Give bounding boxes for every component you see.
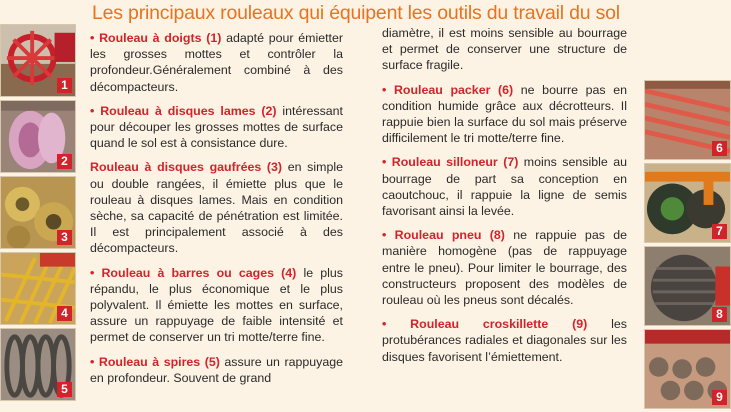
photo-rouleau-disques-gaufres [0, 176, 76, 249]
right-photo-strip [644, 80, 731, 412]
photo-rouleau-pneu [644, 246, 731, 326]
photo-rouleau-silloneur [644, 163, 731, 243]
text-column-middle [382, 25, 627, 373]
photo-number-badge: 9 [712, 390, 727, 405]
photo-number-badge: 7 [712, 224, 727, 239]
item-rouleau-barres-cages: • Rouleau à barres ou cages (4) le plus répandu, le plus économique et le plus polyvalent. Il émiette les mottes en surface, assure un rappuyage de faible intensité et permet de conserver un tri motte/terre fine. [90, 265, 343, 345]
page-title: Les principaux rouleaux qui équipent les outils du travail du sol [92, 2, 620, 24]
photo-rouleau-doigts [0, 24, 76, 97]
item-rouleau-silloneur: • Rouleau silloneur (7) moins sensible au bourrage de part sa conception en caoutchouc, il rappuie la ligne de semis favorisant ainsi la levée. [382, 155, 628, 219]
item-rouleau-pneu: • Rouleau pneu (8) ne rappuie pas de manière homogène (pas de rappuyage entre le pneu). Pour limiter le bourrage, des constructeurs proposent des modèles de rouleau où les pneus sont décalés. [382, 228, 627, 308]
item-rouleau-spires: • Rouleau à spires (5) assure un rappuyage en profondeur. Souvent de grand [90, 354, 344, 385]
photo-number-badge: 5 [57, 382, 72, 397]
photo-rouleau-spires [0, 328, 76, 401]
photo-rouleau-croskillette [644, 329, 731, 409]
photo-number-badge: 2 [57, 154, 72, 169]
photo-number-badge: 4 [57, 306, 72, 321]
photo-number-badge: 8 [712, 307, 727, 322]
item-rouleau-packer: • Rouleau packer (6) ne bourre pas en condition humide grâce aux décrotteurs. Il rappuie bien la surface du sol mais préserve difficilement le tri motte/terre fine. [382, 82, 627, 146]
item-rouleau-doigts: • Rouleau à doigts (1) adapté pour émietter les grosses mottes et contrôler la profondeur.Généralement combiné à des décompacteurs. [90, 31, 343, 94]
item-rouleau-disques-gaufres: Rouleau à disques gaufrées (3) en simple ou double rangées, il émiette plus que le rouleau à disques lames. Mais en condition sèche, sa capacité de pénétration est limitée. Il est principalement associé à des décompacteurs. [90, 160, 343, 256]
photo-number-badge: 6 [712, 141, 727, 156]
item-rouleau-disques-lames: • Rouleau à disques lames (2) intéressant pour découper les grosses mottes de surface quand le sol est à consistance dure. [90, 103, 343, 151]
photo-number-badge: 3 [57, 230, 72, 245]
item-rouleau-croskillette: • Rouleau croskillette (9) les protubérances radiales et diagonales sur les disques favorisent l’émiettement. [382, 317, 627, 364]
photo-number-badge: 1 [57, 78, 72, 93]
item-rouleau-spires-continued: diamètre, il est moins sensible au bourrage et permet de conserver une structure de surface fragile. [382, 26, 627, 73]
photo-rouleau-disques-lames [0, 100, 76, 173]
photo-rouleau-barres-cages [0, 252, 76, 325]
photo-rouleau-packer [644, 80, 731, 160]
left-photo-strip [0, 24, 78, 404]
text-column-left [90, 30, 343, 394]
